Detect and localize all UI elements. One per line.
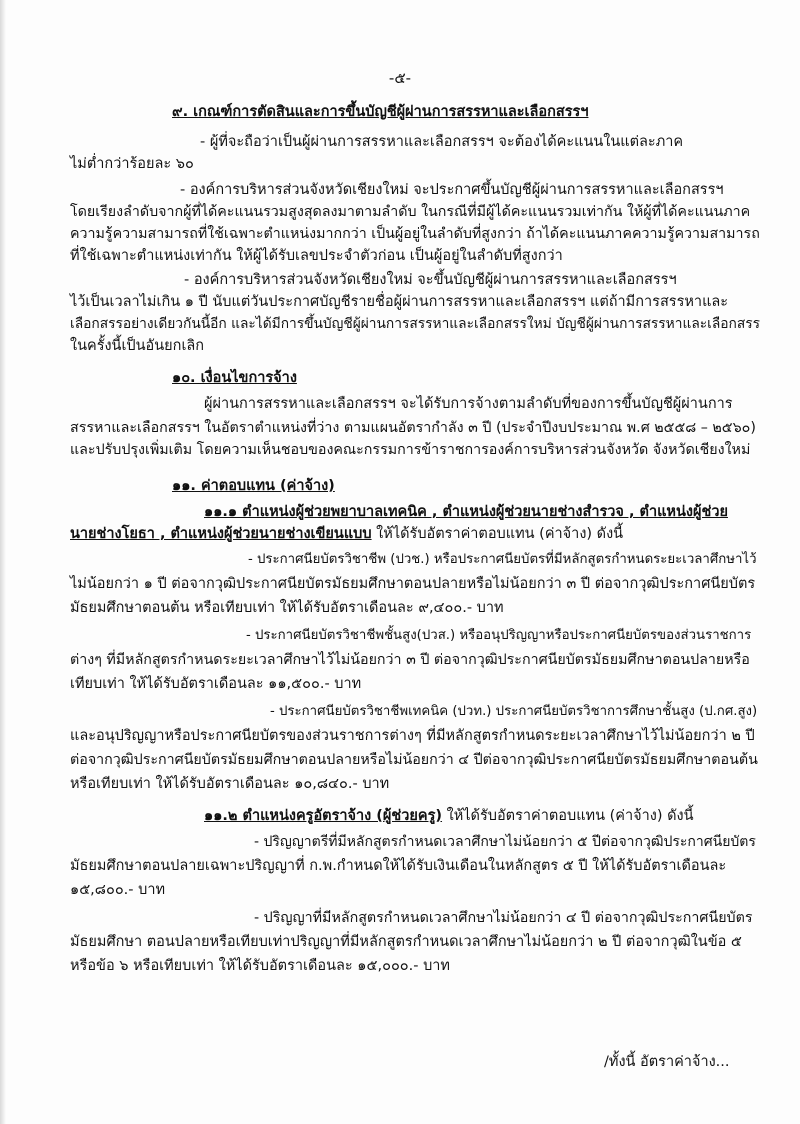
section-11-1-title-line2 <box>70 524 623 544</box>
continuation-note: /ทั้งนี้ อัตราค่าจ้าง... <box>604 1054 730 1070</box>
section-11-heading: ๑๑. ค่าตอบแทน (ค่าจ้าง) <box>172 478 335 494</box>
section-11-2-item2-line3: หรือข้อ ๖ หรือเทียบเท่า ให้ได้รับอัตราเดือนละ ๑๕,๐๐๐.- บาท <box>70 958 450 974</box>
section-11-1-title-rest: ให้ได้รับอัตราค่าตอบแทน (ค่าจ้าง) ดังนี้ <box>371 526 624 542</box>
section-11-2-item1-line1: - ปริญญาตรีที่มีหลักสูตรกำหนดเวลาศึกษาไม่น้อยกว่า ๕ ปีต่อจากวุฒิประกาศนียบัตร <box>254 834 756 850</box>
section-9-p1-line2: ไม่ต่ำกว่าร้อยละ ๖๐ <box>70 156 194 172</box>
section-11-1-item3-line1: - ประกาศนียบัตรวิชาชีพเทคนิค (ปวท.) ประกาศนียบัตรวิชาการศึกษาชั้นสูง (ป.กศ.สูง) <box>270 704 758 719</box>
section-11-1-item3-line3: ต่อจากวุฒิประกาศนียบัตรมัธยมศึกษาตอนปลายหรือไม่น้อยกว่า ๔ ปีต่อจากวุฒิประกาศนียบัตรมัธยมศึกษาตอนต้น <box>70 752 758 768</box>
section-11-2-title-rest: ให้ได้รับอัตราค่าตอบแทน (ค่าจ้าง) ดังนี้ <box>442 808 694 824</box>
section-10-p1-line2: สรรหาและเลือกสรรฯ ในอัตราตำแหน่งที่ว่าง ตามแผนอัตรากำลัง ๓ ปี (ประจำปีงบประมาณ พ.ศ ๒๕๕๘ – ๒๕๖๐) <box>70 420 756 436</box>
section-11-1-item3-line2: และอนุปริญญาหรือประกาศนียบัตรของส่วนราชการต่างๆ ที่มีหลักสูตรกำหนดระยะเวลาศึกษาไว้ไม่น้อยกว่า ๒ ปี <box>70 728 755 744</box>
section-11-1-item3-line4: หรือเทียบเท่า ให้ได้รับอัตราเดือนละ ๑๐,๘๔๐.- บาท <box>70 776 390 792</box>
section-9-p2-line1: - องค์การบริหารส่วนจังหวัดเชียงใหม่ จะประกาศขึ้นบัญชีผู้ผ่านการสรรหาและเลือกสรรฯ <box>180 182 724 198</box>
section-10-p1-line3: และปรับปรุงเพิ่มเติม โดยความเห็นชอบของคณะกรรมการข้าราชการองค์การบริหารส่วนจังหวัด จังหวัดเชียงใหม่ <box>70 442 751 458</box>
section-11-1-title-positions: นายช่างโยธา , ตำแหน่งผู้ช่วยนายช่างเขียนแบบ <box>70 526 372 542</box>
section-9-heading: ๙. เกณฑ์การตัดสินและการขึ้นบัญชีผู้ผ่านการสรรหาและเลือกสรรฯ <box>172 104 589 120</box>
section-11-1-title-line1: ๑๑.๑ ตำแหน่งผู้ช่วยพยาบาลเทคนิค , ตำแหน่งผู้ช่วยนายช่างสำรวจ , ตำแหน่งผู้ช่วย <box>204 504 728 520</box>
section-11-2-item2-line1: - ปริญญาที่มีหลักสูตรกำหนดเวลาศึกษาไม่น้อยกว่า ๔ ปี ต่อจากวุฒิประกาศนียบัตร <box>254 910 753 926</box>
section-9-p2-line2: โดยเรียงลำดับจากผู้ที่ได้คะแนนรวมสูงสุดลงมาตามลำดับ ในกรณีที่มีผู้ได้คะแนนรวมเท่ากัน ให้ผู้ที่ได้คะแนนภาค <box>70 204 751 220</box>
section-9-p3-line1: - องค์การบริหารส่วนจังหวัดเชียงใหม่ จะขึ้นบัญชีผู้ผ่านการสรรหาและเลือกสรรฯ <box>184 272 677 288</box>
section-9-p3-line3: เลือกสรรอย่างเดียวกันนี้อีก และได้มีการขึ้นบัญชีผู้ผ่านการสรรหาและเลือกสรรใหม่ บัญชีผู้ผ่านการสรรหาและเลือกสรร <box>70 316 760 332</box>
section-11-1-item1-line1: - ประกาศนียบัตรวิชาชีพ (ปวช.) หรือประกาศนียบัตรที่มีหลักสูตรกำหนดระยะเวลาศึกษาไว้ <box>248 552 757 567</box>
section-11-1-item2-line1: - ประกาศนียบัตรวิชาชีพชั้นสูง(ปวส.) หรืออนุปริญญาหรือประกาศนียบัตรของส่วนราชการ <box>246 628 752 643</box>
section-9-p1-line1: - ผู้ที่จะถือว่าเป็นผู้ผ่านการสรรหาและเลือกสรรฯ จะต้องได้คะแนนในแต่ละภาค <box>200 134 684 150</box>
section-10-p1-line1: ผู้ผ่านการสรรหาและเลือกสรรฯ จะได้รับการจ้างตามลำดับที่ของการขึ้นบัญชีผู้ผ่านการ <box>204 396 733 412</box>
section-9-p2-line3: ความรู้ความสามารถที่ใช้เฉพาะตำแหน่งมากกว่า เป็นผู้อยู่ในลำดับที่สูงกว่า ถ้าได้คะแนนภาคความรู้ความสามารถ <box>70 226 760 242</box>
section-9-p2-line4: ที่ใช้เฉพาะตำแหน่งเท่ากัน ให้ผู้ได้รับเลขประจำตัวก่อน เป็นผู้อยู่ในลำดับที่สูงกว่า <box>70 248 563 264</box>
section-10-heading: ๑๐. เงื่อนไขการจ้าง <box>172 370 297 386</box>
page-number: -๕- <box>388 69 412 87</box>
section-9-p3-line4: ในครั้งนี้เป็นอันยกเลิก <box>70 338 205 354</box>
scan-edge-shadow <box>0 0 6 1124</box>
section-11-2-item2-line2: มัธยมศึกษา ตอนปลายหรือเทียบเท่าปริญญาที่มีหลักสูตรกำหนดเวลาศึกษาไม่น้อยกว่า ๒ ปี ต่อจากวุฒิในข้อ ๕ <box>70 934 742 950</box>
section-11-2-item1-line2: มัธยมศึกษาตอนปลายเฉพาะปริญญาที่ ก.พ.กำหนดให้ได้รับเงินเดือนในหลักสูตร ๕ ปี ให้ได้รับอัตราเดือนละ <box>70 858 727 874</box>
section-11-2-title-position: ๑๑.๒ ตำแหน่งครูอัตราจ้าง (ผู้ช่วยครู) <box>204 808 443 824</box>
section-11-2-item1-line3: ๑๕,๘๐๐.- บาท <box>70 882 166 898</box>
section-11-1-item2-line2: ต่างๆ ที่มีหลักสูตรกำหนดระยะเวลาศึกษาไว้ไม่น้อยกว่า ๓ ปี ต่อจากวุฒิประกาศนียบัตรมัธยมศึกษาตอนปลายหรือ <box>70 652 750 668</box>
section-11-1-item1-line2: ไม่น้อยกว่า ๑ ปี ต่อจากวุฒิประกาศนียบัตรมัธยมศึกษาตอนปลายหรือไม่น้อยกว่า ๓ ปี ต่อจากวุฒิประกาศนียบัตร <box>70 576 756 592</box>
section-11-1-item1-line3: มัธยมศึกษาตอนต้น หรือเทียบเท่า ให้ได้รับอัตราเดือนละ ๙,๔๐๐.- บาท <box>70 600 504 616</box>
section-11-1-item2-line3: เทียบเท่า ให้ได้รับอัตราเดือนละ ๑๑,๕๐๐.- บาท <box>70 676 362 692</box>
section-9-p3-line2: ไว้เป็นเวลาไม่เกิน ๑ ปี นับแต่วันประกาศบัญชีรายชื่อผู้ผ่านการสรรหาและเลือกสรรฯ แต่ถ้ามีการสรรหาและ <box>70 294 729 310</box>
section-11-2-title <box>204 806 694 826</box>
